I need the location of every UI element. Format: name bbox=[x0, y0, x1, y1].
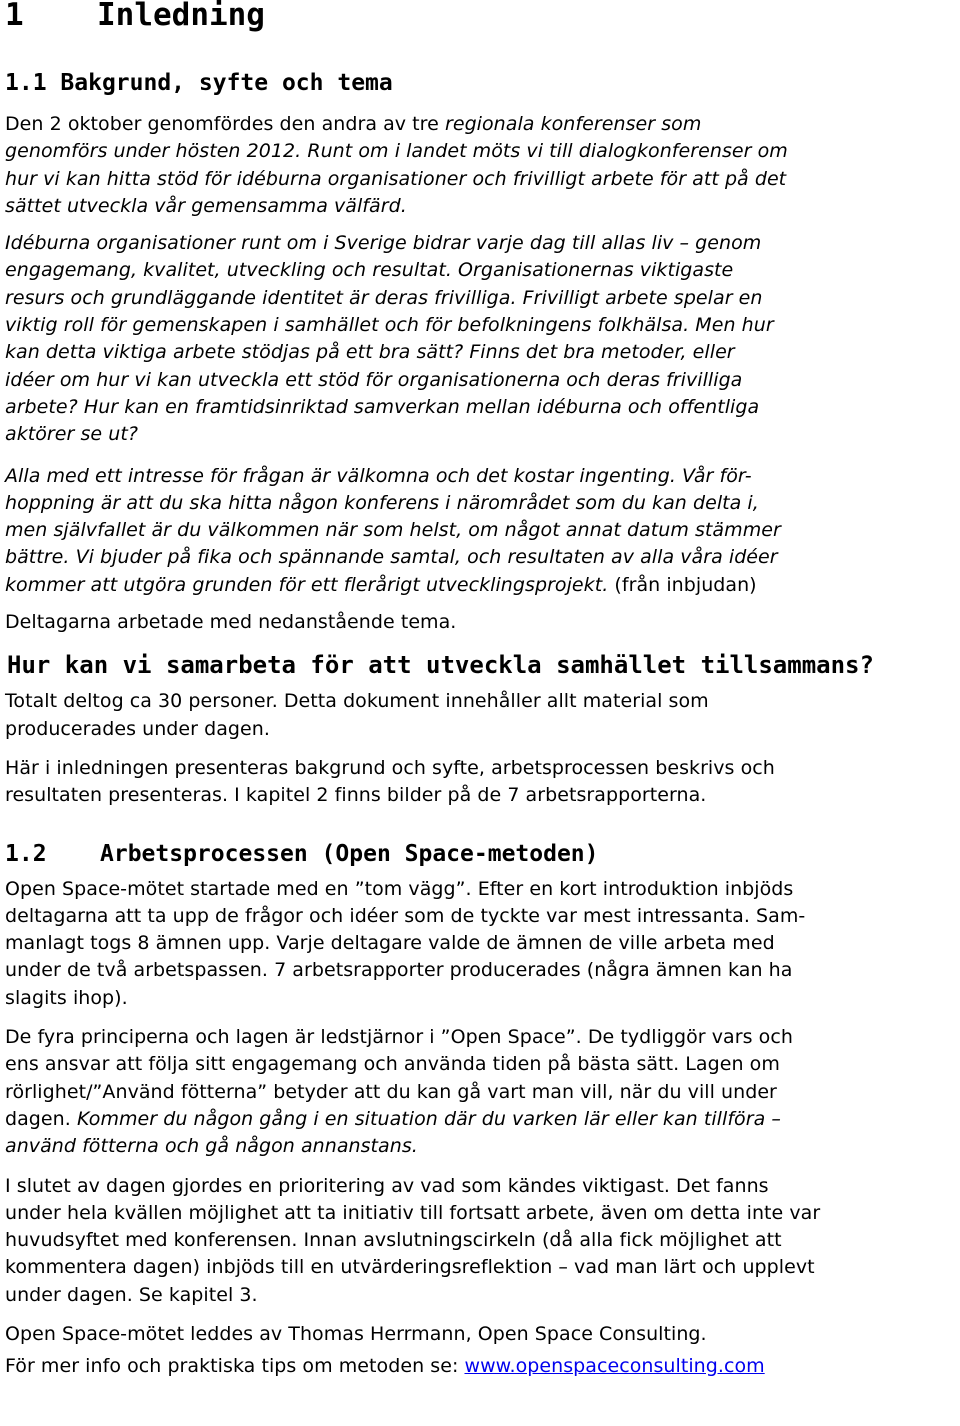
chapter-heading bbox=[5, 0, 955, 34]
section-title: Bakgrund, syfte och tema bbox=[60, 70, 393, 96]
theme-question: Hur kan vi samarbeta för att utveckla samhället tillsammans? bbox=[7, 651, 874, 680]
paragraph-prioritization: I slutet av dagen gjordes en prioritering av vad som kändes viktigast. Det fanns under hela kvällen möjlighet att ta initiativ till fortsatt arbete, även om detta inte var huvudsyftet med konferensen. Innan avslutningscirkeln (då alla fick möjlighet att kommentera dagen) inbjöds till en utvärderingsreflektion – vad man lärt och upplevt under dagen. Se kapitel 3. bbox=[5, 1174, 821, 1306]
paragraph-participants: Totalt deltog ca 30 personer. Detta dokument innehåller allt material som producerades under dagen. bbox=[5, 690, 709, 740]
section-number: 1.1 bbox=[5, 70, 47, 96]
paragraph-theme-intro: Deltagarna arbetade med nedanstående tema. bbox=[5, 611, 457, 634]
paragraph-more-info: För mer info och praktiska tips om metoden se: www.openspaceconsulting.com bbox=[5, 1355, 765, 1378]
section-title: Arbetsprocessen (Open Space-metoden) bbox=[100, 840, 599, 867]
chapter-number: 1 bbox=[5, 0, 24, 33]
openspace-consulting-link[interactable]: www.openspaceconsulting.com bbox=[464, 1355, 765, 1378]
document-page bbox=[5, 0, 955, 1381]
section-heading-1-2 bbox=[5, 840, 955, 868]
paragraph-open-space-start: Open Space-mötet startade med en ”tom vägg”. Efter en kort introduktion inbjöds deltagarna att ta upp de frågor och idéer som de tyckte var mest intressanta. Sam- manlagt togs 8 ämnen upp. Varje deltagare valde de ämnen de ville arbeta med under de två arbetspassen. 7 arbetsrapporter producerades (några ämnen kan ha slagits ihop). bbox=[5, 877, 806, 1009]
chapter-title: Inledning bbox=[97, 0, 265, 33]
paragraph-facilitator: Open Space-mötet leddes av Thomas Herrmann, Open Space Consulting. bbox=[5, 1322, 707, 1345]
paragraph-principles: De fyra principerna och lagen är ledstjärnor i ”Open Space”. De tydliggör vars och ens ansvar att följa sitt engagemang och använda tiden på bästa sätt. Lagen om rörlighet/”Använd fötterna” betyder att du kan gå vart man vill, när du vill under dagen. Kommer du någon gång i en situation där du varken lär eller kan tillföra – använd fötterna och gå någon annanstans. bbox=[5, 1026, 793, 1158]
section-heading-1-1 bbox=[5, 69, 955, 97]
section-number: 1.2 bbox=[5, 840, 47, 867]
paragraph-overview: Här i inledningen presenteras bakgrund och syfte, arbetsprocessen beskrivs och resultaten presenteras. I kapitel 2 finns bilder på de 7 arbetsrapporterna. bbox=[5, 756, 775, 807]
paragraph-intro: Den 2 oktober genomfördes den andra av tre regionala konferenser som genomförs under hösten 2012. Runt om i landet möts vi till dialogkonferenser om hur vi kan hitta stöd för idéburna organisationer och frivilligt arbete för att på det sättet utveckla vår gemensamma välfärd. bbox=[5, 113, 788, 217]
paragraph-ideburna: Idéburna organisationer runt om i Sverige bidrar varje dag till allas liv – genom engagemang, kvalitet, utveckling och resultat. Organisationernas viktigaste resurs och grundläggande identitet är deras frivilliga. Frivilligt arbete spelar en viktig roll för gemenskapen i samhället och för befolkningens folkhälsa. Men hur kan detta viktiga arbete stödjas på ett bra sätt? Finns det bra metoder, eller idéer om hur vi kan utveckla ett stöd för organisationerna och deras frivilliga arbete? Hur kan en framtidsinriktad samverkan mellan idéburna och offentliga aktörer se ut? bbox=[5, 232, 774, 446]
paragraph-invitation-quote: Alla med ett intresse för frågan är välkomna och det kostar ingenting. Vår för- hoppning är att du ska hitta någon konferens i närområdet som du kan delta i, men självfallet är du välkommen när som helst, om något annat datum stämmer bättre. Vi bjuder på fika och spännande samtal, och resultaten av alla våra idéer kommer att utgöra grunden för ett flerårigt utvecklingsprojekt. (från inbjudan) bbox=[5, 464, 781, 596]
